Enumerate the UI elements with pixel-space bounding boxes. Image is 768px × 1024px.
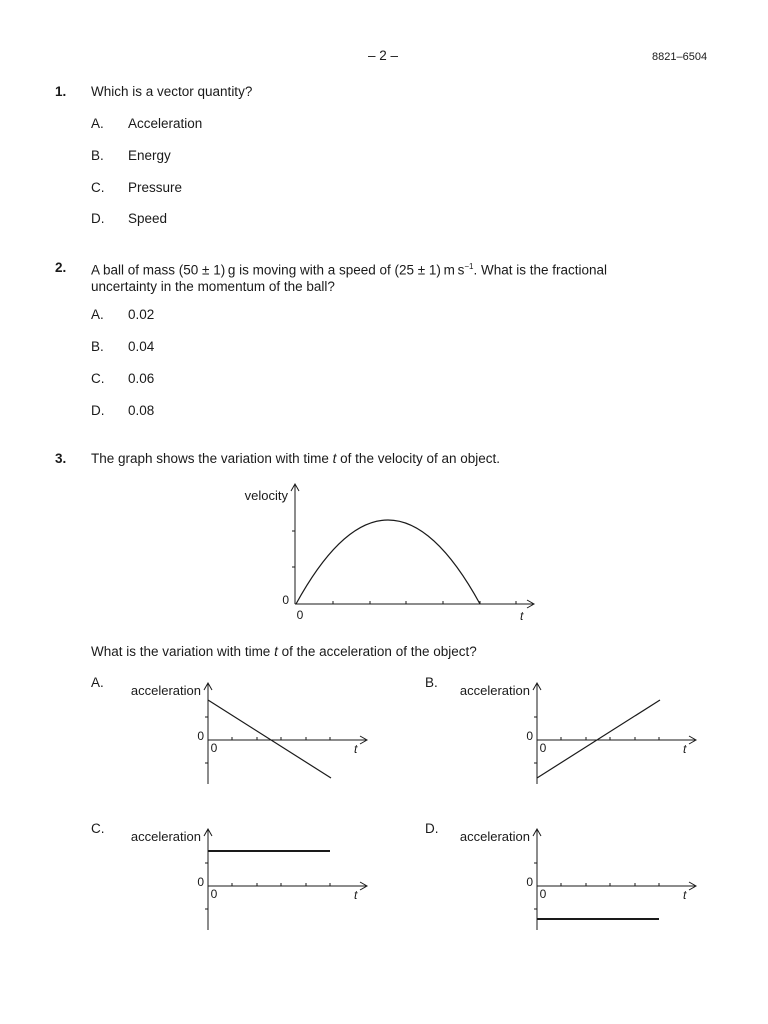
- option-letter: B.: [425, 675, 438, 690]
- option-text: 0.06: [128, 371, 155, 386]
- option-text: 0.08: [128, 403, 155, 418]
- paper-code: 8821–6504: [652, 51, 708, 63]
- option-text: 0.02: [128, 307, 155, 322]
- y-origin-label: 0: [197, 729, 204, 743]
- question-3-var: t: [332, 451, 337, 466]
- option-letter: A.: [91, 307, 104, 322]
- option-letter: C.: [91, 371, 105, 386]
- option-text: Acceleration: [128, 116, 203, 131]
- x-origin-label: 0: [539, 887, 547, 901]
- question-1-text: Which is a vector quantity?: [91, 84, 253, 99]
- x-axis-label: t: [520, 609, 524, 623]
- question-2-number: 2.: [55, 260, 67, 275]
- y-axis-label: acceleration: [130, 829, 201, 844]
- velocity-graph: [230, 478, 550, 628]
- option-c-graph: [110, 822, 380, 937]
- option-text: Speed: [128, 211, 168, 226]
- question-2-text-part1: A ball of mass (50 ± 1) g is moving with a speed of (25 ± 1) m s: [91, 262, 465, 278]
- x-origin-label: 0: [210, 887, 218, 901]
- x-axis-label: t: [683, 742, 687, 756]
- acceleration-line: [208, 700, 331, 778]
- question-3-text: [91, 451, 500, 467]
- option-text: Pressure: [128, 180, 183, 195]
- question-2-text-line2: uncertainty in the momentum of the ball?: [91, 278, 335, 294]
- acceleration-line: [537, 700, 660, 778]
- x-axis-label: t: [354, 888, 358, 902]
- option-letter: A.: [91, 675, 104, 690]
- y-axis-label: velocity: [244, 488, 288, 503]
- x-axis-label: t: [354, 742, 358, 756]
- option-d-graph: [440, 822, 710, 937]
- option-letter: C.: [91, 180, 105, 195]
- question-3-subtext: [91, 644, 477, 660]
- y-origin-label: 0: [197, 875, 204, 889]
- x-axis-label: t: [683, 888, 687, 902]
- option-b-graph: [440, 676, 710, 791]
- question-3-sub-var: t: [274, 644, 278, 659]
- y-axis-label: acceleration: [459, 829, 530, 844]
- question-3-text-before: The graph shows the variation with time: [91, 451, 329, 466]
- option-letter: A.: [91, 116, 104, 131]
- question-2-text-part2: . What is the fractional: [473, 262, 608, 278]
- question-3-sub-after: of the acceleration of the object?: [281, 644, 477, 659]
- option-letter: D.: [91, 211, 105, 226]
- question-3-sub-before: What is the variation with time: [91, 644, 271, 659]
- question-1-number: 1.: [55, 84, 67, 99]
- y-axis-label: acceleration: [459, 683, 530, 698]
- page-number: – 2 –: [368, 48, 399, 63]
- x-origin-label: 0: [296, 608, 304, 622]
- y-origin-label: 0: [282, 593, 289, 607]
- option-letter: D.: [91, 403, 105, 418]
- question-3-text-after: of the velocity of an object.: [340, 451, 501, 466]
- y-origin-label: 0: [526, 875, 533, 889]
- option-letter: C.: [91, 821, 105, 836]
- option-letter: D.: [425, 821, 439, 836]
- x-origin-label: 0: [539, 741, 547, 755]
- option-text: Energy: [128, 148, 171, 163]
- y-origin-label: 0: [526, 729, 533, 743]
- option-text: 0.04: [128, 339, 155, 354]
- question-2-text: [91, 259, 711, 295]
- velocity-curve: [296, 520, 480, 604]
- option-a-graph: [110, 676, 380, 791]
- option-letter: B.: [91, 148, 104, 163]
- option-letter: B.: [91, 339, 104, 354]
- y-axis-label: acceleration: [130, 683, 201, 698]
- x-origin-label: 0: [210, 741, 218, 755]
- question-3-number: 3.: [55, 451, 67, 466]
- question-2-superscript: −1: [464, 262, 474, 271]
